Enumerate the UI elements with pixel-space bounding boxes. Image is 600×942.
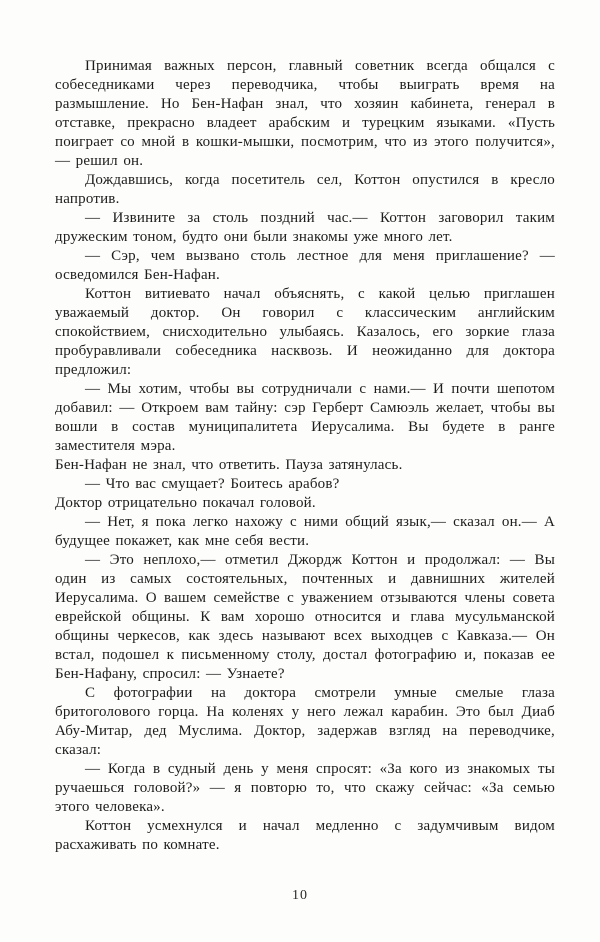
paragraph: — Извините за столь поздний час.— Коттон заговорил таким дружеским тоном, будто они были знакомы уже много лет. xyxy=(55,210,555,245)
paragraph: — Когда в судный день у меня спросят: «За кого из знакомых ты ручаешься головой?» — я повторю то, что скажу сейчас: «За семью этого человека». xyxy=(55,761,555,815)
paragraph: Бен-Нафан не знал, что ответить. Пауза затянулась. xyxy=(55,457,403,473)
paragraph: Коттон усмехнулся и начал медленно с задумчивым видом расхаживать по комнате. xyxy=(55,818,555,853)
paragraph: Доктор отрицательно покачал головой. xyxy=(55,495,316,511)
paragraph: Принимая важных персон, главный советник всегда общался с собеседниками через переводчика, чтобы выиграть время на размышление. Но Бен-Нафан знал, что хозяин кабинета, генерал в отставке, прекрасно владеет арабским и турецким языками. «Пусть поиграет со мной в кошки-мышки, посмотрим, что из этого получится»,— решил он. xyxy=(55,58,555,169)
text-block xyxy=(55,57,555,855)
paragraph: — Мы хотим, чтобы вы сотрудничали с нами.— И почти шепотом добавил: — Откроем вам тайну: сэр Герберт Самюэль желает, чтобы вы вошли в состав муниципалитета Иерусалима. Вы будете в ранге заместителя мэра. xyxy=(55,381,555,454)
paragraph: С фотографии на доктора смотрели умные смелые глаза бритоголового горца. На коленях у него лежал карабин. Это был Диаб Абу-Митар, дед Муслима. Доктор, задержав взгляд на переводчике, сказал: xyxy=(55,685,555,758)
paragraph: — Это неплохо,— отметил Джордж Коттон и продолжал: — Вы один из самых состоятельных, почтенных и давнишних жителей Иерусалима. О вашем семействе с уважением отзываются члены совета еврейской общины. К вам хорошо относится и глава мусульманской общины черкесов, как здесь называют всех выходцев с Кавказа.— Он встал, подошел к письменному столу, достал фотографию и, показав ее Бен-Нафану, спросил: — Узнаете? xyxy=(55,552,555,682)
paragraph: Коттон витиевато начал объяснять, с какой целью приглашен уважаемый доктор. Он говорил с классическим английским спокойствием, снисходительно улыбаясь. Казалось, его зоркие глаза пробуравливали собеседника насквозь. И неожиданно для доктора предложил: xyxy=(55,286,555,378)
paragraph: — Сэр, чем вызвано столь лестное для меня приглашение? — осведомился Бен-Нафан. xyxy=(55,248,555,283)
page-number: 10 xyxy=(292,888,308,903)
paragraph: Дождавшись, когда посетитель сел, Коттон опустился в кресло напротив. xyxy=(55,172,555,207)
paragraph: — Нет, я пока легко нахожу с ними общий язык,— сказал он.— А будущее покажет, как мне себя вести. xyxy=(55,514,555,549)
paragraph: — Что вас смущает? Боитесь арабов? xyxy=(85,476,340,492)
